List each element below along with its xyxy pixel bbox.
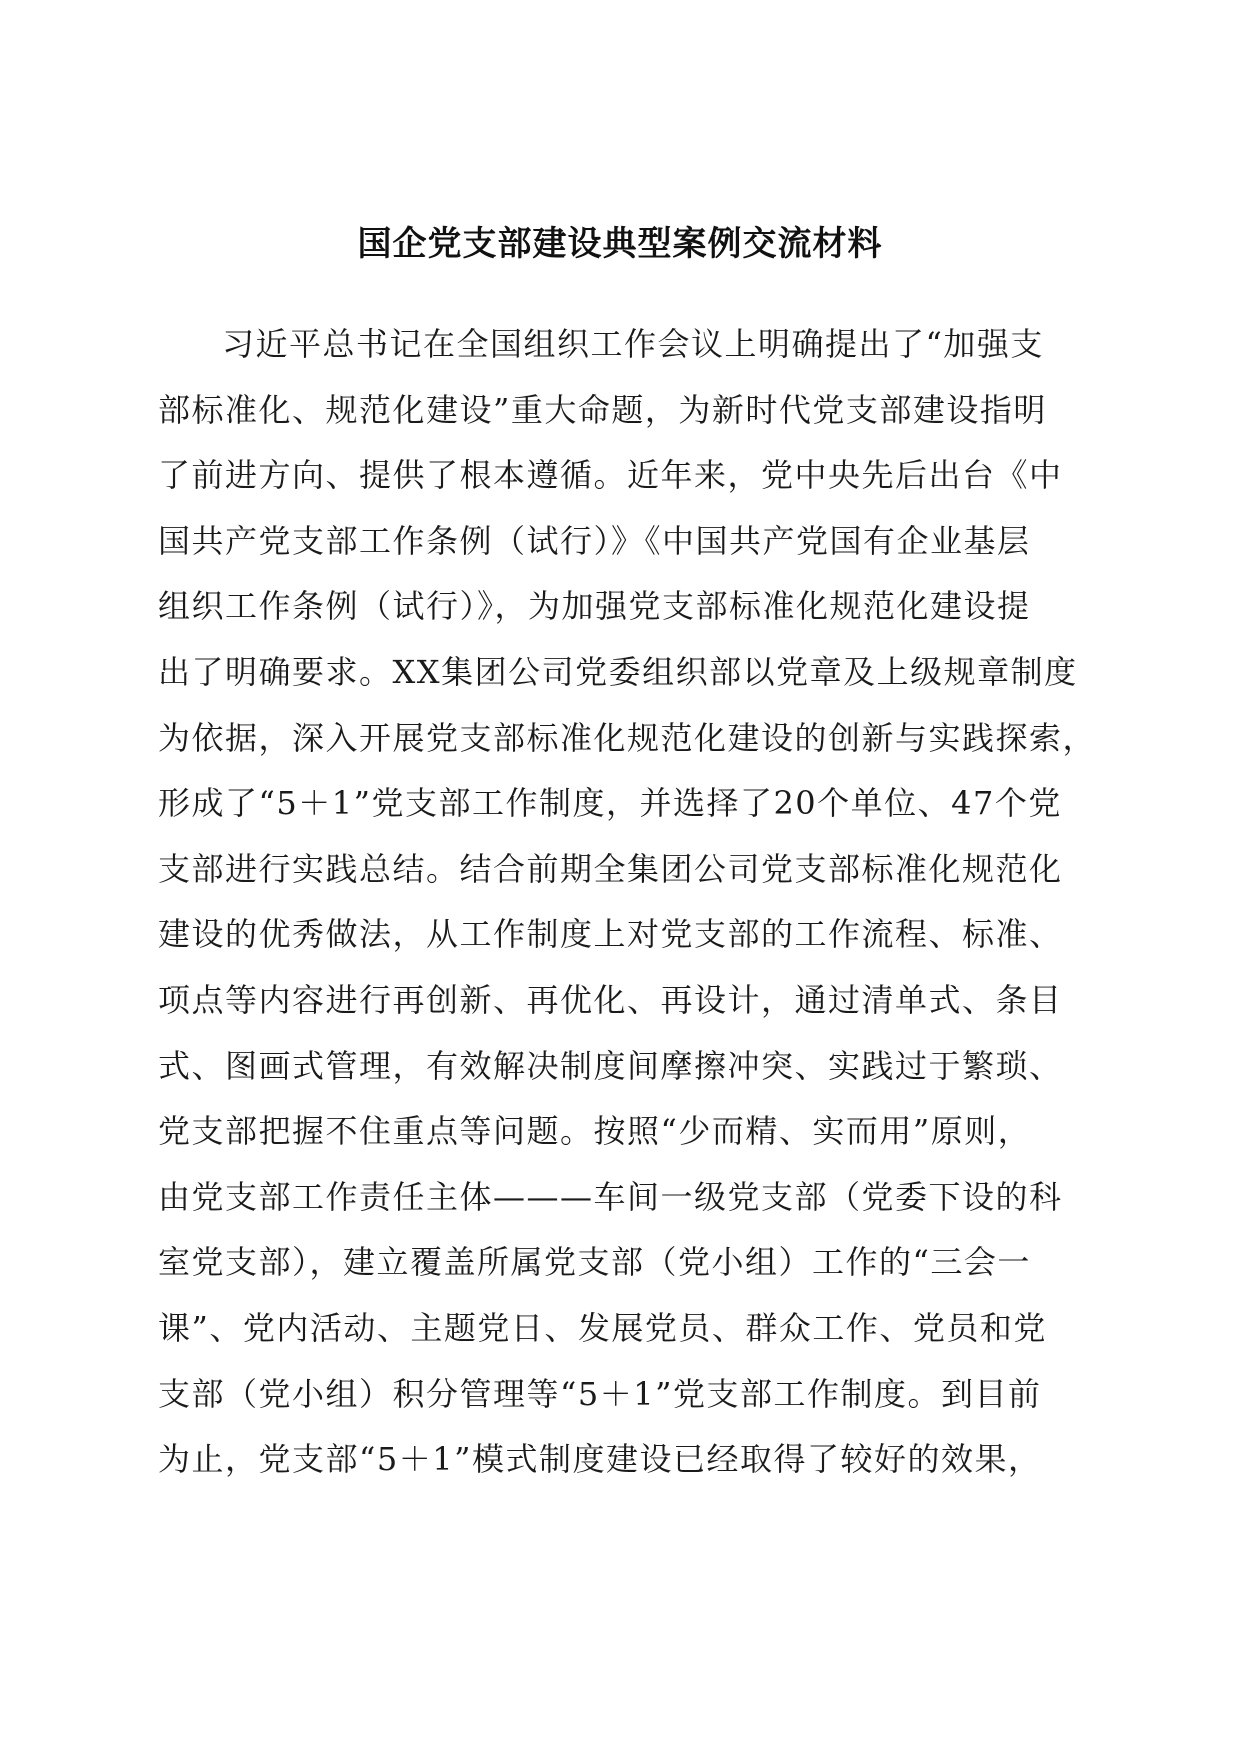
document-title: 国企党支部建设典型案例交流材料 (357, 224, 883, 264)
paragraph-line: 支部进行实践总结。结合前期全集团公司党支部标准化规范化 (158, 849, 1063, 888)
paragraph-line: 为依据，深入开展党支部标准化规范化建设的创新与实践探索， (158, 718, 1097, 757)
paragraph-line: 党支部把握不住重点等问题。按照“少而精、实而用”原则， (158, 1112, 1032, 1151)
paragraph-line: 了前进方向、提供了根本遵循。近年来，党中央先后出台《中 (158, 456, 1063, 495)
paragraph-line: 组织工作条例（试行）》，为加强党支部标准化规范化建设提 (158, 587, 1031, 626)
paragraph-line: 习近平总书记在全国组织工作会议上明确提出了“加强支 (222, 325, 1044, 363)
paragraph-line: 室党支部），建立覆盖所属党支部（党小组）工作的“三会一 (158, 1243, 1031, 1282)
paragraph-line: 部标准化、规范化建设”重大命题，为新时代党支部建设指明 (158, 390, 1047, 429)
paragraph-line: 式、图画式管理，有效解决制度间摩擦冲突、实践过于繁琐、 (158, 1046, 1063, 1085)
paragraph-line: 项点等内容进行再创新、再优化、再设计，通过清单式、条目 (158, 980, 1063, 1019)
paragraph-line: 由党支部工作责任主体———车间一级党支部（党委下设的科 (158, 1177, 1063, 1216)
paragraph-line: 出了明确要求。XX集团公司党委组织部以党章及上级规章制度 (158, 652, 1078, 691)
paragraph-line: 为止，党支部“5＋1”模式制度建设已经取得了较好的效果， (158, 1440, 1042, 1479)
paragraph-line: 国共产党支部工作条例（试行）》《中国共产党国有企业基层 (158, 521, 1031, 560)
document-body (158, 312, 1097, 1493)
paragraph-line: 建设的优秀做法，从工作制度上对党支部的工作流程、标准、 (158, 915, 1063, 954)
paragraph-line: 形成了“5＋1”党支部工作制度，并选择了20个单位、47个党 (158, 784, 1062, 823)
paragraph-line: 课”、党内活动、主题党日、发展党员、群众工作、党员和党 (158, 1308, 1047, 1347)
paragraph-line: 支部（党小组）积分管理等“5＋1”党支部工作制度。到目前 (158, 1374, 1042, 1413)
